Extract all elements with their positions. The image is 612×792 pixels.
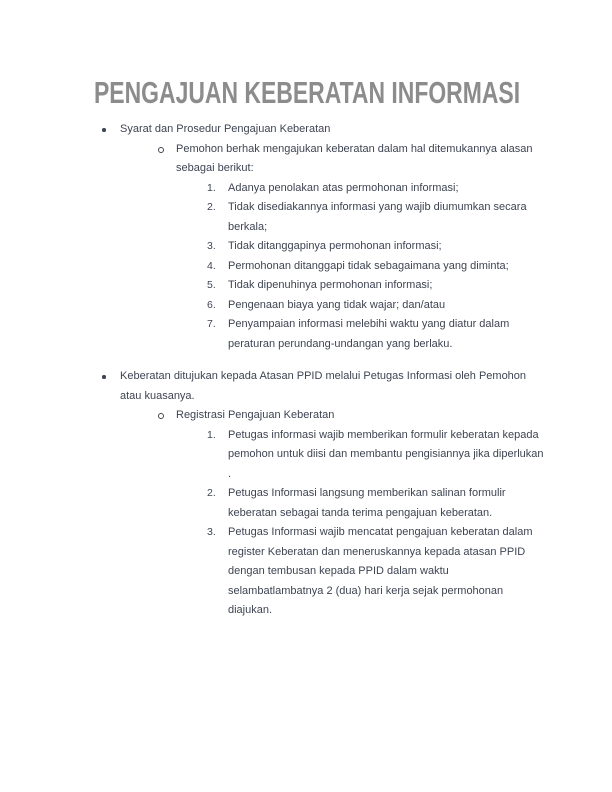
item-number: 7. xyxy=(207,318,216,330)
item-text: Tidak disediakannya informasi yang wajib diumumkan secara berkala; xyxy=(228,201,527,233)
list-item xyxy=(207,276,612,296)
item-number: 3. xyxy=(207,240,216,252)
list-item xyxy=(101,367,612,406)
item-number: 1. xyxy=(207,428,216,441)
section-heading: Keberatan ditujukan kepada Atasan PPID melalui Petugas Informasi oleh Pemohon atau kuasanya. xyxy=(120,370,527,402)
item-text: Petugas Informasi langsung memberikan salinan formulir keberatan sebagai tanda terima pengajuan keberatan. xyxy=(228,487,506,519)
item-number: 2. xyxy=(207,487,216,499)
list-item xyxy=(207,523,612,621)
list-item xyxy=(207,426,612,485)
item-number: 1. xyxy=(207,181,216,194)
item-text: Pengenaan biaya yang tidak wajar; dan/atau xyxy=(228,298,446,311)
item-text: Penyampaian informasi melebihi waktu yang diatur dalam peraturan perundang-undangan yang berlaku. xyxy=(228,318,510,350)
bullet-circle-icon xyxy=(158,406,176,426)
item-text: Permohonan ditanggapi tidak sebagaimana yang diminta; xyxy=(228,259,509,272)
bullet-dot-icon xyxy=(101,120,120,140)
page-title: PENGAJUAN KEBERATAN INFORMASI xyxy=(94,75,521,110)
item-number: 6. xyxy=(207,298,216,311)
item-text: Tidak ditanggapinya permohonan informasi; xyxy=(228,240,442,252)
item-number: 5. xyxy=(207,279,216,291)
list-item xyxy=(207,237,612,257)
list-item xyxy=(101,120,612,140)
list-item xyxy=(207,315,612,354)
document-body xyxy=(0,120,612,621)
list-item xyxy=(207,257,612,277)
list-item xyxy=(207,296,612,316)
item-text: Petugas Informasi wajib mencatat pengajuan keberatan dalam register Keberatan dan meneruskannya kepada atasan PPID dengan tembusan kepada PPID dalam waktu selambatlambatnya 2 (dua) hari kerja sejak permohonan diajukan. xyxy=(228,526,533,616)
section-heading: Syarat dan Prosedur Pengajuan Keberatan xyxy=(120,123,331,135)
item-text: Adanya penolakan atas permohonan informasi; xyxy=(228,181,459,194)
list-item xyxy=(158,406,612,426)
list-item xyxy=(158,140,612,179)
item-number: 4. xyxy=(207,259,216,272)
list-item xyxy=(207,179,612,199)
list-item xyxy=(207,484,612,523)
bullet-circle-icon xyxy=(158,140,176,160)
item-number: 3. xyxy=(207,526,216,538)
item-number: 2. xyxy=(207,201,216,213)
bullet-dot-icon xyxy=(101,367,120,387)
item-text: Petugas informasi wajib memberikan formulir keberatan kepada pemohon untuk diisi dan membantu pengisiannya jika diperlukan . xyxy=(228,428,544,480)
item-text: Tidak dipenuhinya permohonan informasi; xyxy=(228,279,433,291)
section-subheading: Pemohon berhak mengajukan keberatan dalam hal ditemukannya alasan sebagai berikut: xyxy=(176,142,533,174)
list-item xyxy=(207,198,612,237)
section-subheading: Registrasi Pengajuan Keberatan xyxy=(176,409,335,421)
